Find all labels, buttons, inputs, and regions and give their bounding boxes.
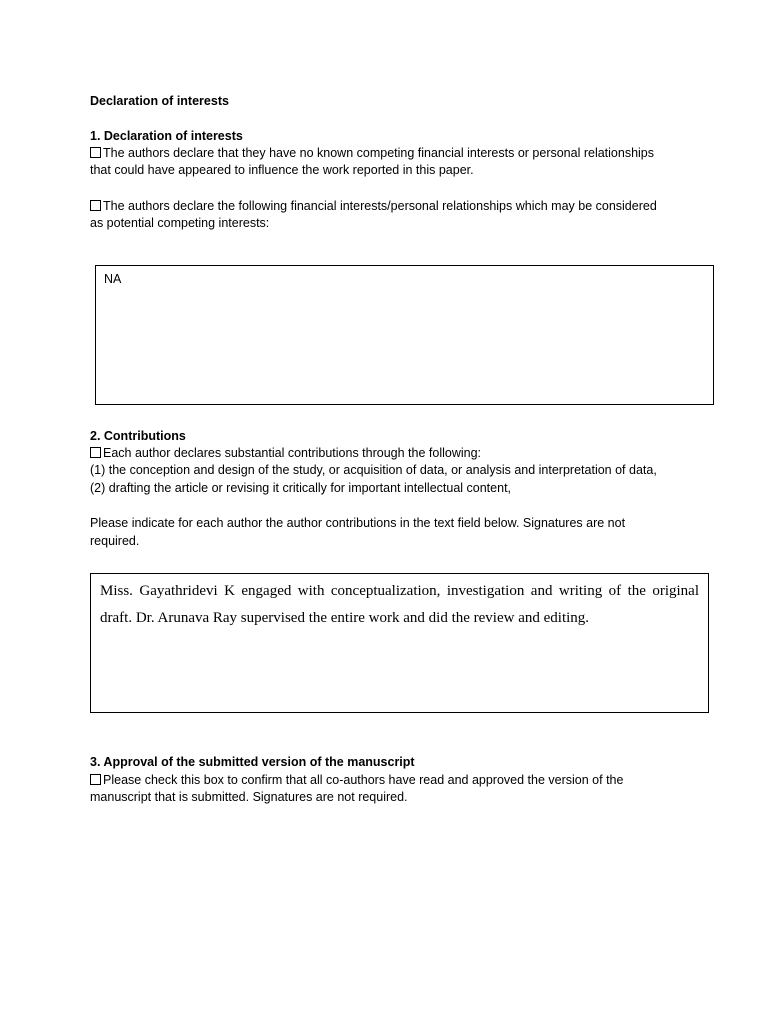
section2-heading: 2. Contributions [90, 429, 186, 443]
section3-option-line1: Please check this box to confirm that all co-authors have read and approved the version of the [103, 773, 624, 787]
section1-option1 [90, 145, 654, 162]
approval-checkbox[interactable] [90, 774, 101, 785]
section3-option [90, 772, 623, 789]
section1-option2 [90, 198, 657, 215]
section3-option-line2: manuscript that is submitted. Signatures are not required. [90, 790, 408, 804]
section2-option-line: Each author declares substantial contributions through the following: [103, 446, 482, 460]
section1-option1-line2: that could have appeared to influence the work reported in this paper. [90, 163, 474, 177]
section1-option2-line1: The authors declare the following financial interests/personal relationships which may be considered [103, 199, 657, 213]
section2-instruction-line2: required. [90, 534, 140, 548]
competing-interests-text-field[interactable] [95, 265, 714, 405]
no-competing-interests-checkbox[interactable] [90, 147, 101, 158]
section1-option2-line2: as potential competing interests: [90, 216, 270, 230]
section2-instruction-line1: Please indicate for each author the author contributions in the text field below. Signatures are not [90, 516, 626, 530]
contributions-checkbox[interactable] [90, 447, 101, 458]
section1-heading: 1. Declaration of interests [90, 129, 243, 143]
section3-heading: 3. Approval of the submitted version of the manuscript [90, 755, 415, 769]
author-contributions-text-field[interactable] [90, 573, 709, 713]
document-title: Declaration of interests [90, 94, 229, 108]
section2-option [90, 445, 481, 462]
section1-option1-line1: The authors declare that they have no known competing financial interests or personal relationships [103, 146, 655, 160]
competing-interests-text: NA [104, 272, 122, 286]
author-contributions-text: Miss. Gayathridevi K engaged with conceptualization, investigation and writing of the original draft. Dr. Arunava Ray supervised the entire work and did the review and editing. [100, 583, 699, 626]
competing-interests-checkbox[interactable] [90, 200, 101, 211]
contribution-item-2: (2) drafting the article or revising it critically for important intellectual content, [90, 481, 512, 495]
contribution-item-1: (1) the conception and design of the study, or acquisition of data, or analysis and interpretation of data, [90, 463, 657, 477]
